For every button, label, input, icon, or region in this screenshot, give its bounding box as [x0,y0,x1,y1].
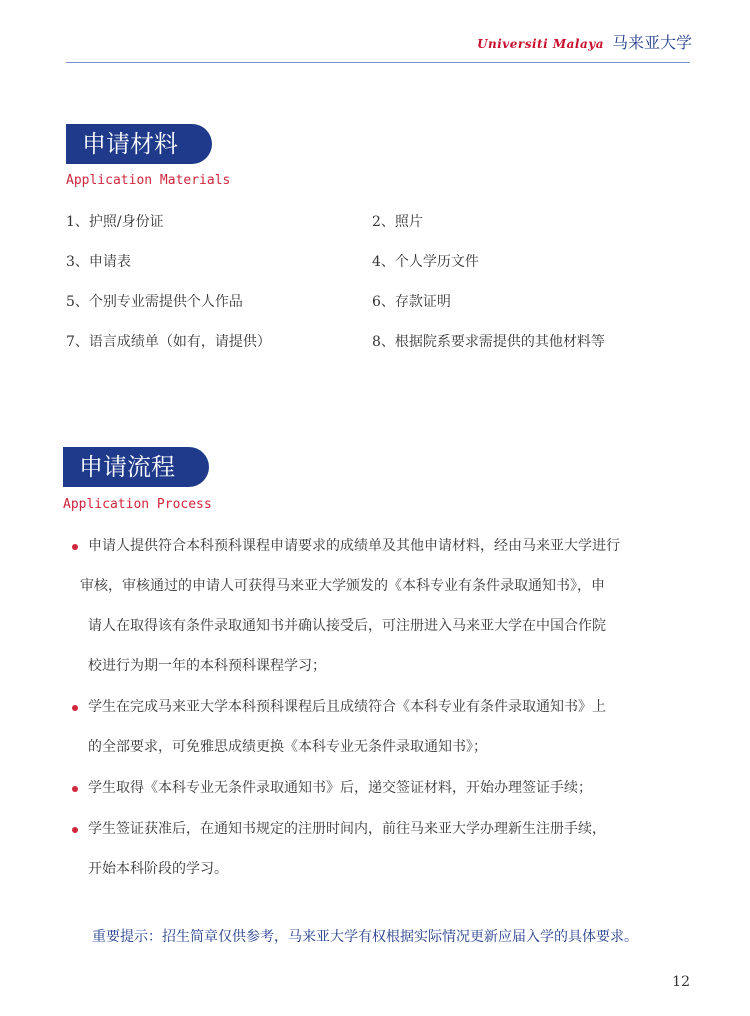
process-line: 请人在取得该有条件录取通知书并确认接受后，可注册进入马来亚大学在中国合作院 [88,618,606,634]
material-item: 1、护照/身份证 [66,214,164,230]
process-section-title: 申请流程 [63,447,209,487]
material-item: 7、语言成绩单（如有，请提供） [66,334,271,350]
bullet-dot [72,786,78,792]
header-divider [66,62,690,63]
bullet-dot [72,827,78,833]
brand-name-en: Universiti Malaya [477,37,604,51]
process-line: 学生取得《本科专业无条件录取通知书》后，递交签证材料，开始办理签证手续； [88,780,592,796]
material-item: 5、个别专业需提供个人作品 [66,294,243,310]
process-line: 校进行为期一年的本科预科课程学习； [88,658,326,674]
process-line: 的全部要求，可免雅思成绩更换《本科专业无条件录取通知书》； [88,739,487,755]
materials-section-subtitle: Application Materials [66,173,231,188]
process-section-subtitle: Application Process [63,497,212,512]
process-line: 申请人提供符合本科预科课程申请要求的成绩单及其他申请材料，经由马来亚大学进行 [88,538,620,554]
material-item: 3、申请表 [66,254,131,270]
bullet-dot [72,705,78,711]
process-line: 学生在完成马来亚大学本科预科课程后且成绩符合《本科专业有条件录取通知书》上 [88,699,606,715]
process-line: 审核，审核通过的申请人可获得马来亚大学颁发的《本科专业有条件录取通知书》，申 [80,578,605,594]
material-item: 4、个人学历文件 [372,254,479,270]
materials-section-title: 申请材料 [66,124,212,164]
process-line: 学生签证获准后，在通知书规定的注册时间内，前往马来亚大学办理新生注册手续， [88,821,606,837]
bullet-dot [72,544,78,550]
page-header [477,30,692,53]
brand-name-cn: 马来亚大学 [611,33,692,52]
material-item: 6、存款证明 [372,294,451,310]
important-notice: 重要提示：招生简章仅供参考，马来亚大学有权根据实际情况更新应届入学的具体要求。 [92,929,638,945]
material-item: 8、根据院系要求需提供的其他材料等 [372,334,605,350]
page-number: 12 [672,974,690,990]
material-item: 2、照片 [372,214,423,230]
process-line: 开始本科阶段的学习。 [88,861,228,877]
